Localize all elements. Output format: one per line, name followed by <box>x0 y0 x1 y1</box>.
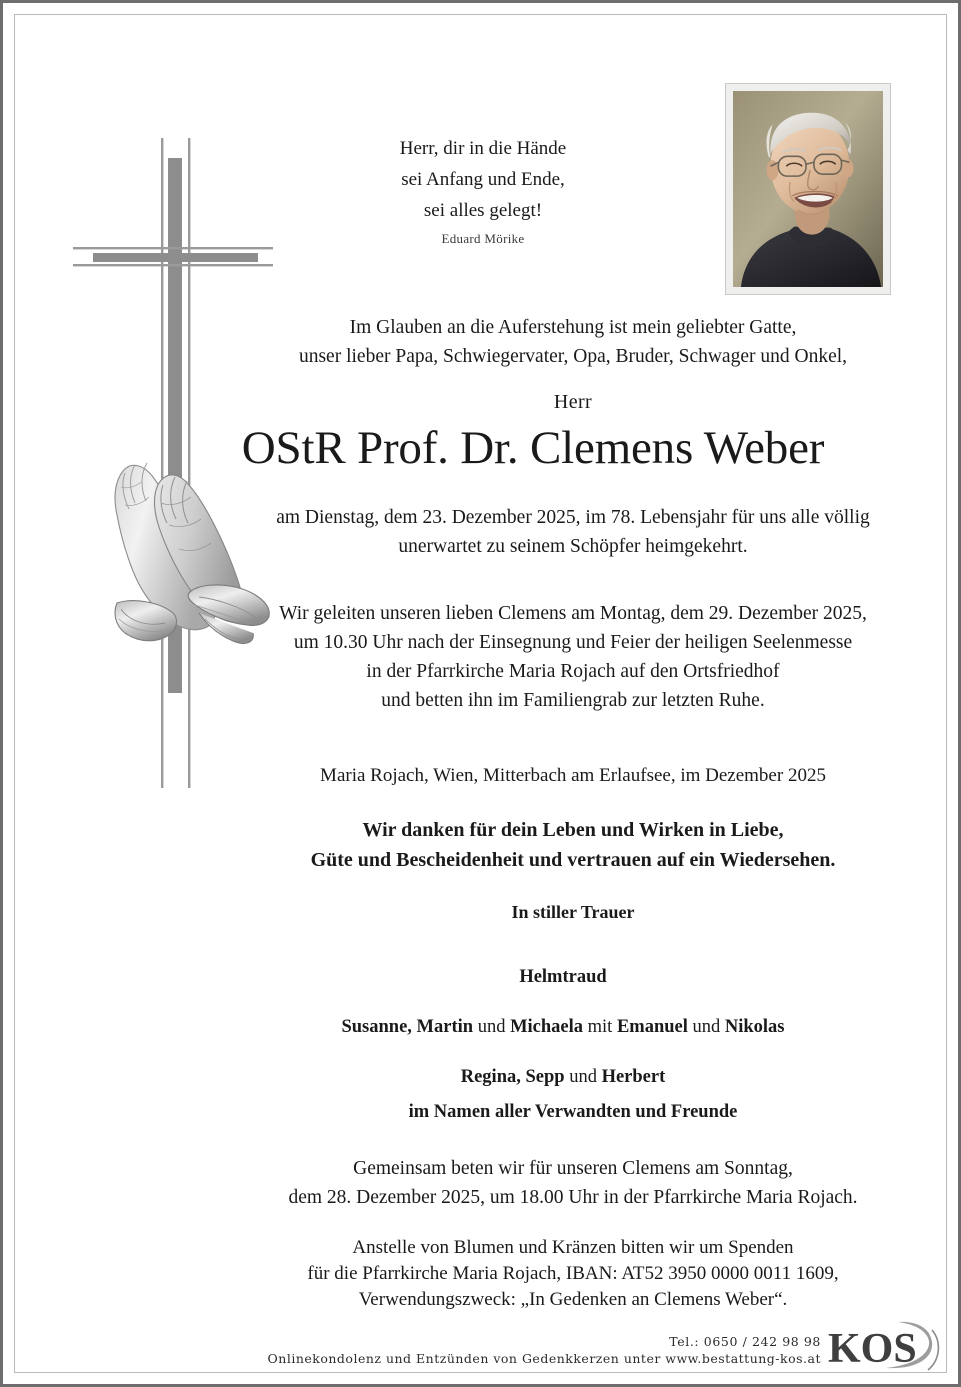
funeral-line-1: Wir geleiten unseren lieben Clemens am Montag, dem 29. Dezember 2025, <box>279 603 867 624</box>
footer <box>15 1314 946 1372</box>
mourner-name: Helmtraud <box>519 967 607 987</box>
poem-block <box>283 133 683 226</box>
places-line: Maria Rojach, Wien, Mitterbach am Erlaufsee, im Dezember 2025 <box>320 765 826 786</box>
prayer-block <box>203 1154 943 1212</box>
thanks-block <box>183 815 961 875</box>
mourner-conjunction: und <box>569 1067 597 1087</box>
poem-line-3: sei alles gelegt! <box>423 200 543 221</box>
portrait-frame <box>725 83 891 295</box>
kos-logo-icon <box>824 1320 942 1372</box>
mourner-name: Herbert <box>601 1067 666 1087</box>
footer-phone: Tel.: 0650 / 242 98 98 <box>669 1334 821 1349</box>
intro-line-1: Im Glauben an die Auferstehung ist mein geliebter Gatte, <box>349 317 797 338</box>
portrait-photo <box>733 91 883 287</box>
donation-line-1: Anstelle von Blumen und Kränzen bitten wir um Spenden <box>352 1237 794 1258</box>
salutation: Herr <box>553 391 593 413</box>
list-item <box>163 1002 961 1052</box>
mourner-conjunction: und <box>477 1017 506 1037</box>
footer-website[interactable]: Onlinekondolenz und Entzünden von Gedenkkerzen unter www.bestattung-kos.at <box>267 1351 821 1366</box>
mourner-name: Susanne, Martin <box>341 1017 474 1037</box>
kos-logo-text: KOS <box>828 1326 917 1372</box>
thanks-line-1: Wir danken für dein Leben und Wirken in Liebe, <box>362 819 784 841</box>
list-item <box>163 1052 961 1102</box>
thanks-line-2: Güte und Bescheidenheit und vertrauen auf ein Wiedersehen. <box>310 849 836 871</box>
death-block <box>203 503 943 561</box>
mourner-name: Emanuel <box>616 1017 688 1037</box>
mourners-list <box>163 952 961 1102</box>
mourner-name: Regina, Sepp <box>460 1067 565 1087</box>
relatives-line: im Namen aller Verwandten und Freunde <box>408 1102 738 1122</box>
funeral-line-3: in der Pfarrkirche Maria Rojach auf den Ortsfriedhof <box>366 661 780 682</box>
donation-line-2: für die Pfarrkirche Maria Rojach, IBAN: AT52 3950 0000 0011 1609, <box>307 1263 839 1284</box>
poem-line-1: Herr, dir in die Hände <box>399 138 567 159</box>
mourner-name: Michaela <box>510 1017 584 1037</box>
funeral-line-2: um 10.30 Uhr nach der Einsegnung und Feier der heiligen Seelenmesse <box>293 632 853 653</box>
funeral-block <box>203 599 943 715</box>
mourner-conjunction: mit <box>587 1017 613 1037</box>
intro-line-2: unser lieber Papa, Schwiegervater, Opa, Bruder, Schwager und Onkel, <box>298 346 848 367</box>
list-item <box>163 952 961 1002</box>
mourning-label: In stiller Trauer <box>511 902 635 922</box>
death-line-1: am Dienstag, dem 23. Dezember 2025, im 78. Lebensjahr für uns alle völlig <box>276 507 870 528</box>
prayer-line-2: dem 28. Dezember 2025, um 18.00 Uhr in der Pfarrkirche Maria Rojach. <box>288 1187 858 1208</box>
mourner-conjunction: und <box>692 1017 721 1037</box>
intro-block <box>203 313 943 371</box>
funeral-line-4: und betten ihn im Familiengrab zur letzten Ruhe. <box>381 690 765 711</box>
death-line-2: unerwartet zu seinem Schöpfer heimgekehrt. <box>398 536 748 557</box>
mourner-name: Nikolas <box>724 1017 785 1037</box>
donation-line-3: Verwendungszweck: „In Gedenken an Clemens Weber“. <box>358 1289 788 1310</box>
poem-author: Eduard Mörike <box>441 231 525 246</box>
page-title: OStR Prof. Dr. Clemens Weber <box>241 422 825 474</box>
prayer-line-1: Gemeinsam beten wir für unseren Clemens am Sonntag, <box>353 1158 793 1179</box>
poem-line-2: sei Anfang und Ende, <box>401 169 565 190</box>
donation-block <box>183 1235 961 1313</box>
